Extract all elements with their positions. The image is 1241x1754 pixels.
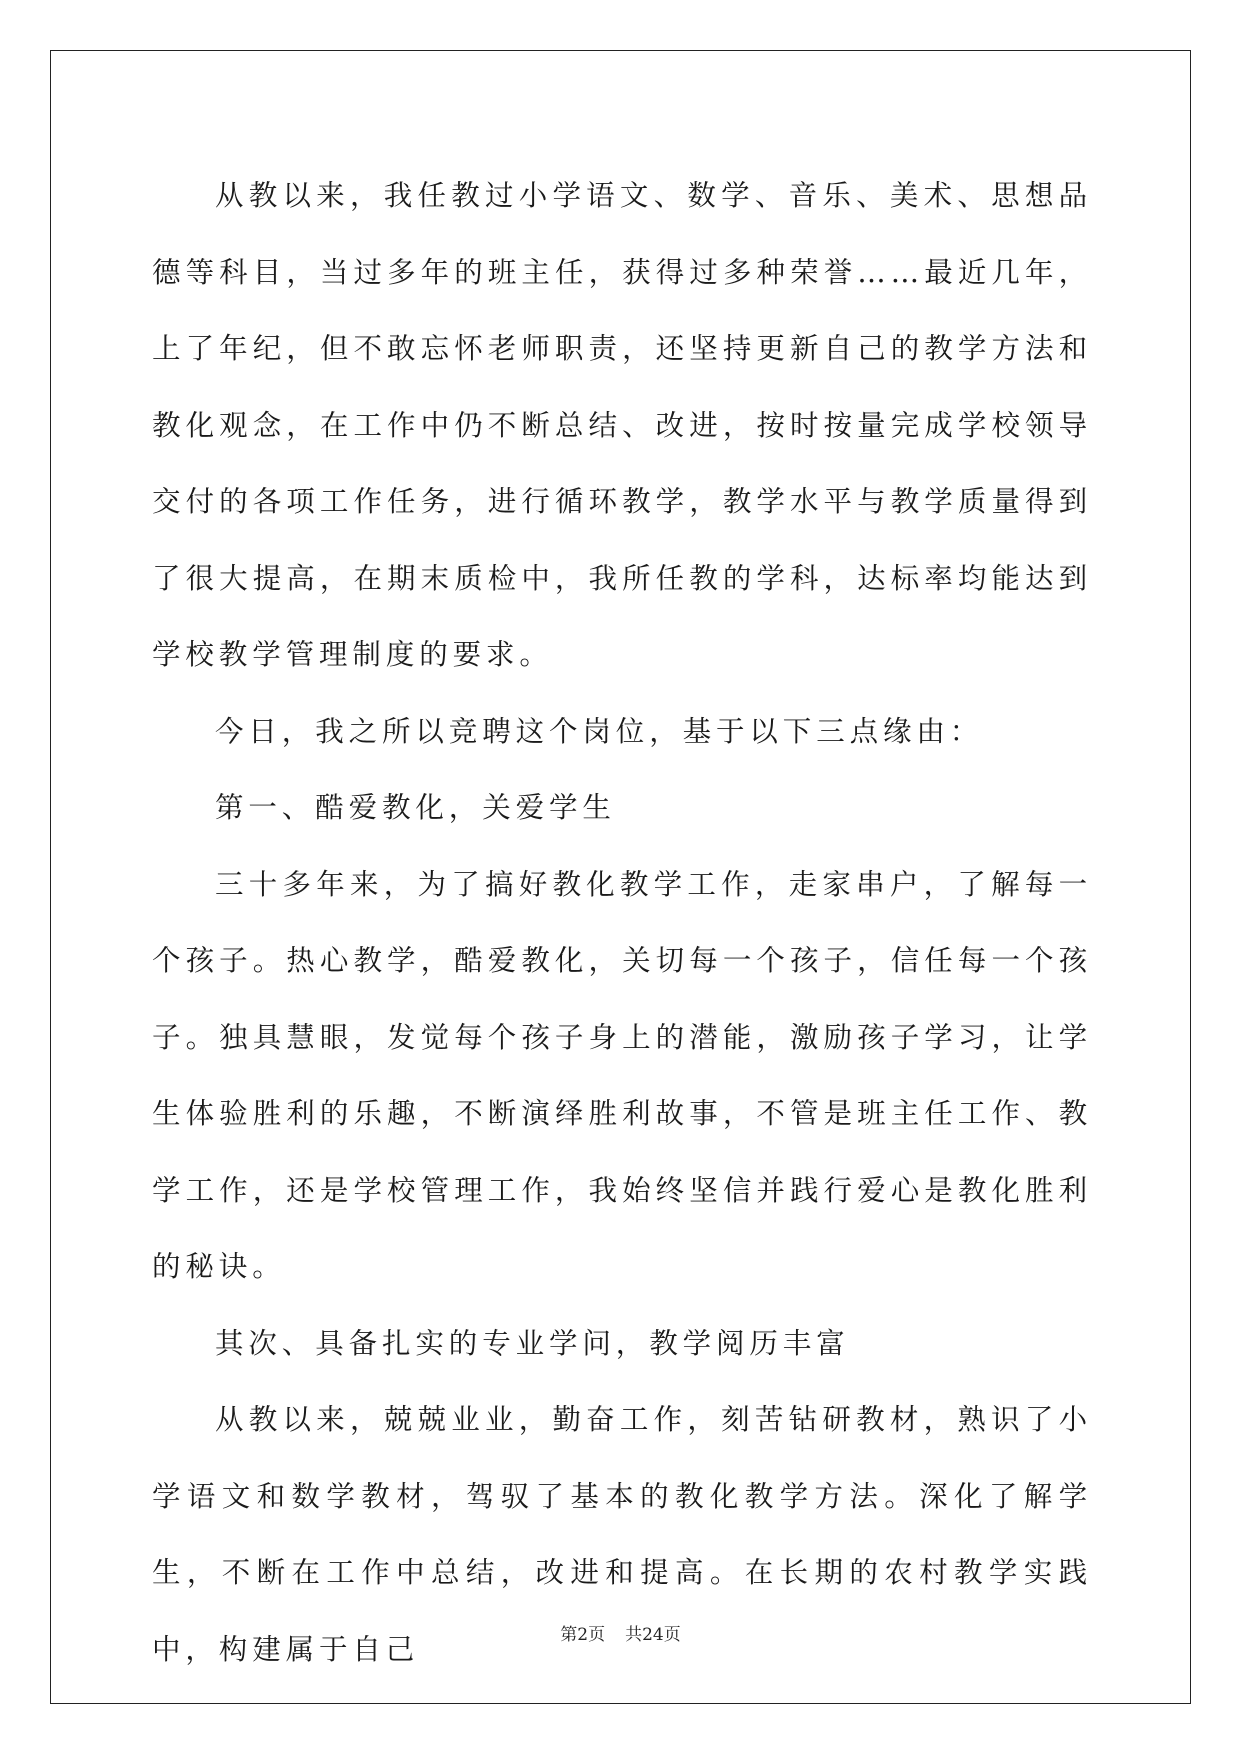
page-total: 共24页	[625, 1625, 681, 1645]
section-heading-second: 其次、具备扎实的专业学问，教学阅历丰富	[215, 1326, 850, 1360]
paragraph-teaching-experience: 从教以来，我任教过小学语文、数学、音乐、美术、思想品德等科目，当过多年的班主任，获得过多种荣誉……最近几年，上了年纪，但不敢忘怀老师职责，还坚持更新自己的教学方法和教化观念，在工作中仍不断总结、改进，按时按量完成学校领导交付的各项工作任务，进行循环教学，教学水平与教学质量得到了很大提高，在期末质检中，我所任教的学科，达标率均能达到学校教学管理制度的要求。	[152, 179, 1092, 671]
paragraph-reasons-intro: 今日，我之所以竞聘这个岗位，基于以下三点缘由：	[215, 714, 984, 748]
paragraph-professional-knowledge: 从教以来，兢兢业业，勤奋工作，刻苦钻研教材，熟识了小学语文和数学教材，驾驭了基本的教化教学方法。深化了解学生，不断在工作中总结，改进和提高。在长期的农村教学实践中，构建属于自己	[152, 1403, 1092, 1666]
document-body	[152, 158, 1092, 1688]
page-number: 第2页	[560, 1625, 606, 1645]
section-heading-first: 第一、酷爱教化，关爱学生	[215, 791, 616, 824]
page-footer	[0, 1625, 1241, 1645]
paragraph-love-students: 三十多年来，为了搞好教化教学工作，走家串户，了解每一个孩子。热心教学，酷爱教化，关切每一个孩子，信任每一个孩子。独具慧眼，发觉每个孩子身上的潜能，激励孩子学习，让学生体验胜利的乐趣，不断演绎胜利故事，不管是班主任工作、教学工作，还是学校管理工作，我始终坚信并践行爱心是教化胜利的秘诀。	[152, 867, 1092, 1283]
